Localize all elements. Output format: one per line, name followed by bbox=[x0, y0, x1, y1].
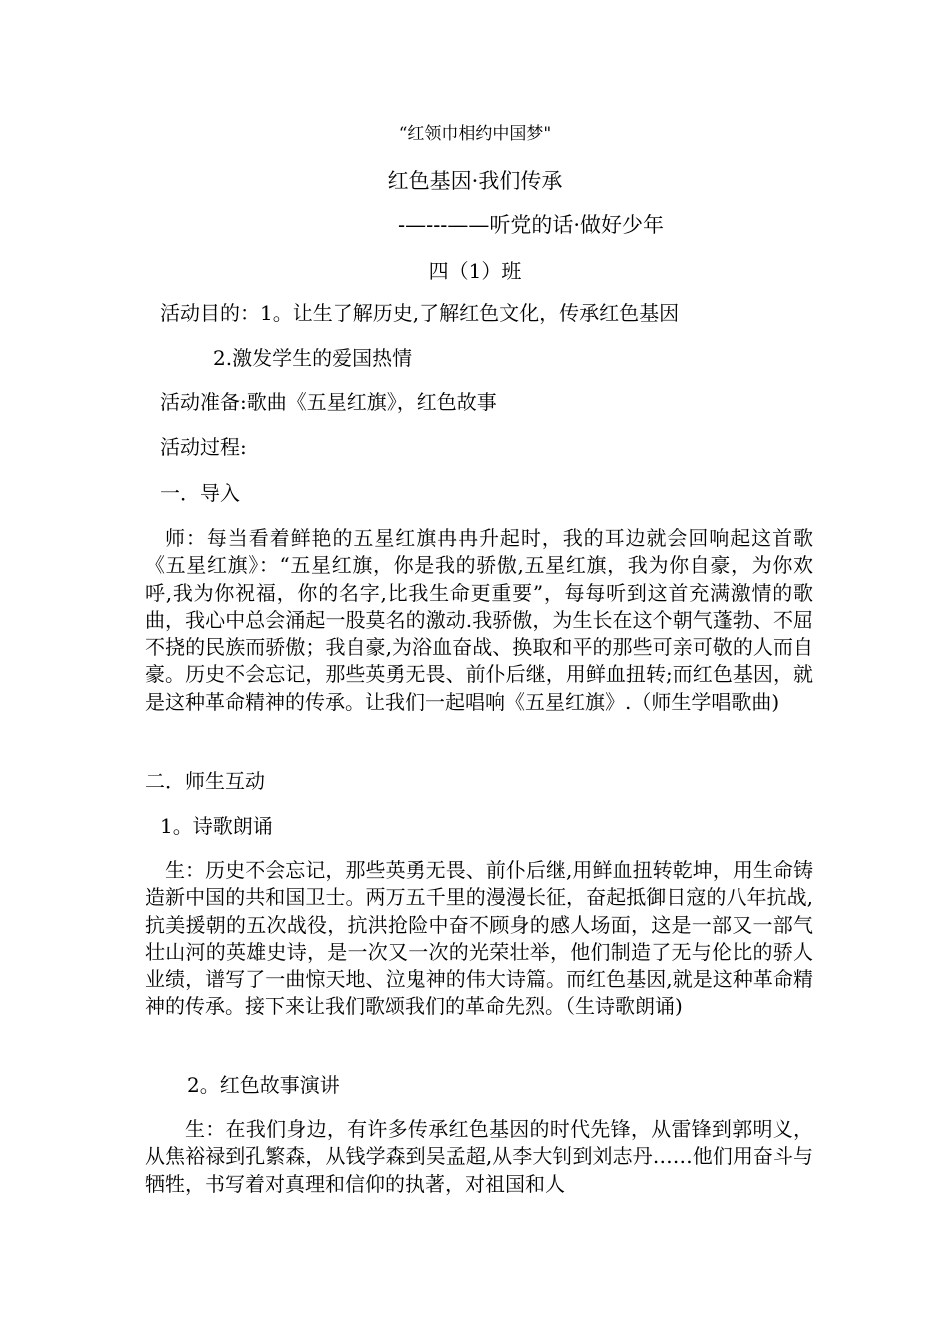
item-heading-story: 2。红色故事演讲 bbox=[187, 1073, 340, 1097]
activity-process-label: 活动过程: bbox=[160, 435, 247, 459]
document-title: 红色基因·我们传承 bbox=[387, 169, 563, 193]
class-name: 四（1）班 bbox=[428, 259, 522, 283]
section-heading-intro: 一．导入 bbox=[160, 481, 240, 505]
theme-line: “红领巾相约中国梦" bbox=[398, 124, 552, 144]
item-heading-poem: 1。诗歌朗诵 bbox=[160, 814, 273, 838]
poem-paragraph: 生：历史不会忘记，那些英勇无畏、前仆后继,用鲜血扭转乾坤，用生命铸造新中国的共和国卫士。两万五千里的漫漫长征，奋起抵御日寇的八年抗战,抗美援朝的五次战役，抗洪抢险中奋不顾身的感人场面，这是一部又一部气壮山河的英雄史诗，是一次又一次的光荣壮举，他们制造了无与伦比的骄人业绩，谱写了一曲惊天地、泣鬼神的伟大诗篇。而红色基因,就是这种革命精神的传承。接下来让我们歌颂我们的革命先烈。（生诗歌朗诵) bbox=[145, 858, 813, 1019]
section-heading-interaction: 二．师生互动 bbox=[145, 769, 265, 793]
story-paragraph: 生：在我们身边，有许多传承红色基因的时代先锋，从雷锋到郭明义，从焦裕禄到孔繁森，从钱学森到吴孟超,从李大钊到刘志丹……他们用奋斗与牺牲，书写着对真理和信仰的执著，对祖国和人 bbox=[145, 1117, 813, 1196]
activity-goal-2: 2.激发学生的爱国热情 bbox=[213, 346, 413, 370]
intro-paragraph: 师：每当看着鲜艳的五星红旗冉冉升起时，我的耳边就会回响起这首歌《五星红旗》：“五星红旗，你是我的骄傲,五星红旗，我为你自豪，为你欢呼,我为你祝福，你的名字,比我生命更重要”，每每听到这首充满激情的歌曲，我心中总会涌起一股莫名的激动.我骄傲，为生长在这个朝气蓬勃、不屈不挠的民族而骄傲；我自豪,为浴血奋战、换取和平的那些可亲可敬的人而自豪。历史不会忘记，那些英勇无畏、前仆后继，用鲜血扭转;而红色基因，就是这种革命精神的传承。让我们一起唱响《五星红旗》.（师生学唱歌曲) bbox=[145, 526, 813, 714]
activity-goals: 活动目的：1。让生了解历史,了解红色文化，传承红色基因 bbox=[160, 301, 680, 325]
document-subtitle: -—---——听党的话·做好少年 bbox=[398, 213, 665, 237]
activity-preparation: 活动准备:歌曲《五星红旗》，红色故事 bbox=[160, 390, 497, 414]
